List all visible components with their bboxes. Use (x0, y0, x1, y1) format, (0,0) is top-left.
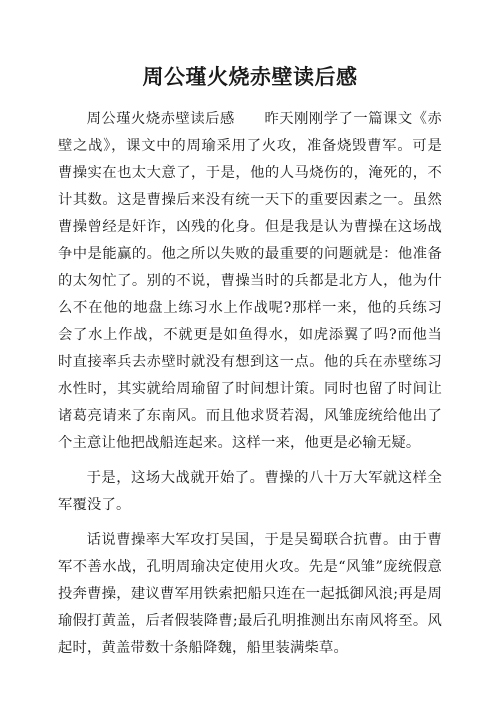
paragraph-2: 于是，这场大战就开始了。曹操的八十万大军就这样全军覆没了。 (58, 470, 442, 513)
paragraph-3: 话说曹操率大军攻打吴国，于是吴蜀联合抗曹。由于曹军不善水战，孔明周瑜决定使用火攻。先是“风雏”庞统假意投奔曹操，建议曹军用铁索把船只连在一起抵御风浪;再是周瑜假打黄盖，后者假装降曹;最后孔明推测出东南风将至。风起时，黄盖带数十条船降魏，船里装满柴草。 (58, 532, 442, 656)
document-body (58, 106, 442, 662)
document-title: 周公瑾火烧赤壁读后感 (142, 64, 358, 89)
paragraph-1: 周公瑾火烧赤壁读后感 昨天刚刚学了一篇课文《赤壁之战》，课文中的周瑜采用了火攻，准备烧毁曹军。可是曹操实在也太大意了，于是，他的人马烧伤的，淹死的，不计其数。这是曹操后来没有统一天下的重要因素之一。虽然曹操曾经是奸诈，凶残的化身。但是我是认为曹操在这场战争中是能赢的。他之所以失败的最重要的问题就是：他准备的太匆忙了。别的不说，曹操当时的兵都是北方人，他为什么不在他的地盘上练习水上作战呢?那样一来，他的兵练习会了水上作战，不就更是如鱼得水，如虎添翼了吗?而他当时直接率兵去赤壁时就没有想到这一点。他的兵在赤壁练习水性时，其实就给周瑜留了时间想计策。同时也留了时间让诸葛亮请来了东南风。而且他求贤若渴，风雏庞统给他出了个主意让他把战船连起来。这样一来，他更是必输无疑。 (58, 111, 442, 451)
